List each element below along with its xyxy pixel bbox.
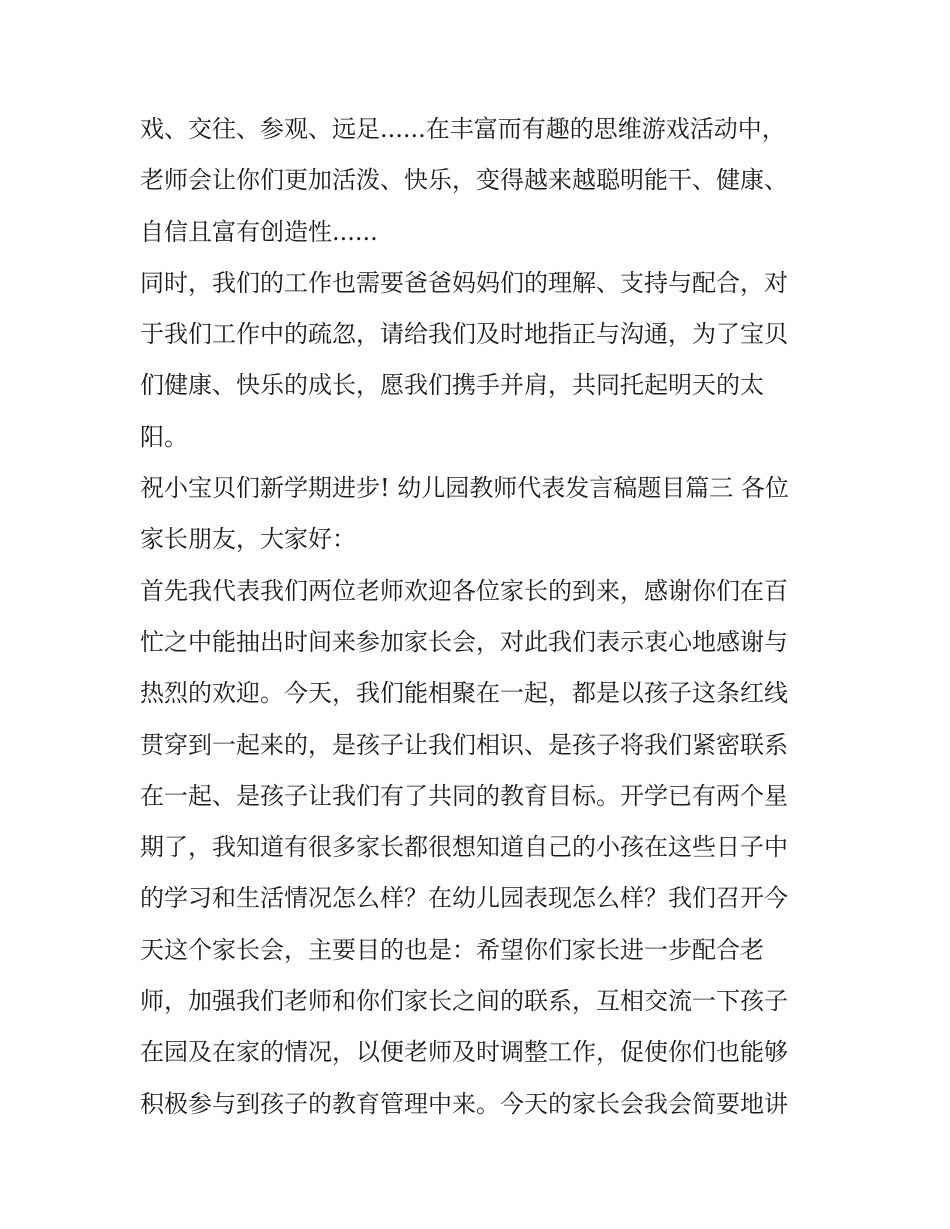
text-line: 的学习和生活情况怎么样？在幼儿园表现怎么样？我们召开今 (140, 884, 788, 913)
text-line: 在一起、是孩子让我们有了共同的教育目标。开学已有两个星 (140, 781, 788, 810)
text-line: 老师会让你们更加活泼、快乐，变得越来越聪明能干、健康、 (140, 166, 788, 195)
text-line: 忙之中能抽出时间来参加家长会，对此我们表示衷心地感谢与 (140, 627, 788, 656)
body-text (140, 104, 820, 1130)
text-line: 家长朋友，大家好： (140, 525, 356, 554)
text-line: 同时，我们的工作也需要爸爸妈妈们的理解、支持与配合，对 (140, 268, 788, 297)
text-line: 阳。 (140, 422, 188, 451)
text-line: 天这个家长会，主要目的也是：希望你们家长进一步配合老 (140, 935, 764, 964)
text-line: 贯穿到一起来的，是孩子让我们相识、是孩子将我们紧密联系 (140, 730, 788, 759)
text-line: 自信且富有创造性...... (140, 217, 378, 246)
text-line: 戏、交往、参观、远足......在丰富而有趣的思维游戏活动中， (140, 115, 786, 143)
text-line: 祝小宝贝们新学期进步! 幼儿园教师代表发言稿题目篇三 各位 (140, 474, 789, 503)
text-line: 在园及在家的情况，以便老师及时调整工作，促使你们也能够 (140, 1038, 788, 1067)
text-line: 热烈的欢迎。今天，我们能相聚在一起，都是以孩子这条红线 (140, 679, 788, 708)
text-line: 师，加强我们老师和你们家长之间的联系，互相交流一下孩子 (140, 987, 788, 1016)
text-line: 于我们工作中的疏忽，请给我们及时地指正与沟通，为了宝贝 (140, 320, 788, 349)
text-line: 首先我代表我们两位老师欢迎各位家长的到来，感谢你们在百 (140, 576, 788, 605)
text-line: 们健康、快乐的成长，愿我们携手并肩，共同托起明天的太 (140, 371, 764, 400)
text-line: 期了，我知道有很多家长都很想知道自己的小孩在这些日子中 (140, 833, 788, 862)
text-line: 积极参与到孩子的教育管理中来。今天的家长会我会简要地讲 (140, 1089, 788, 1118)
